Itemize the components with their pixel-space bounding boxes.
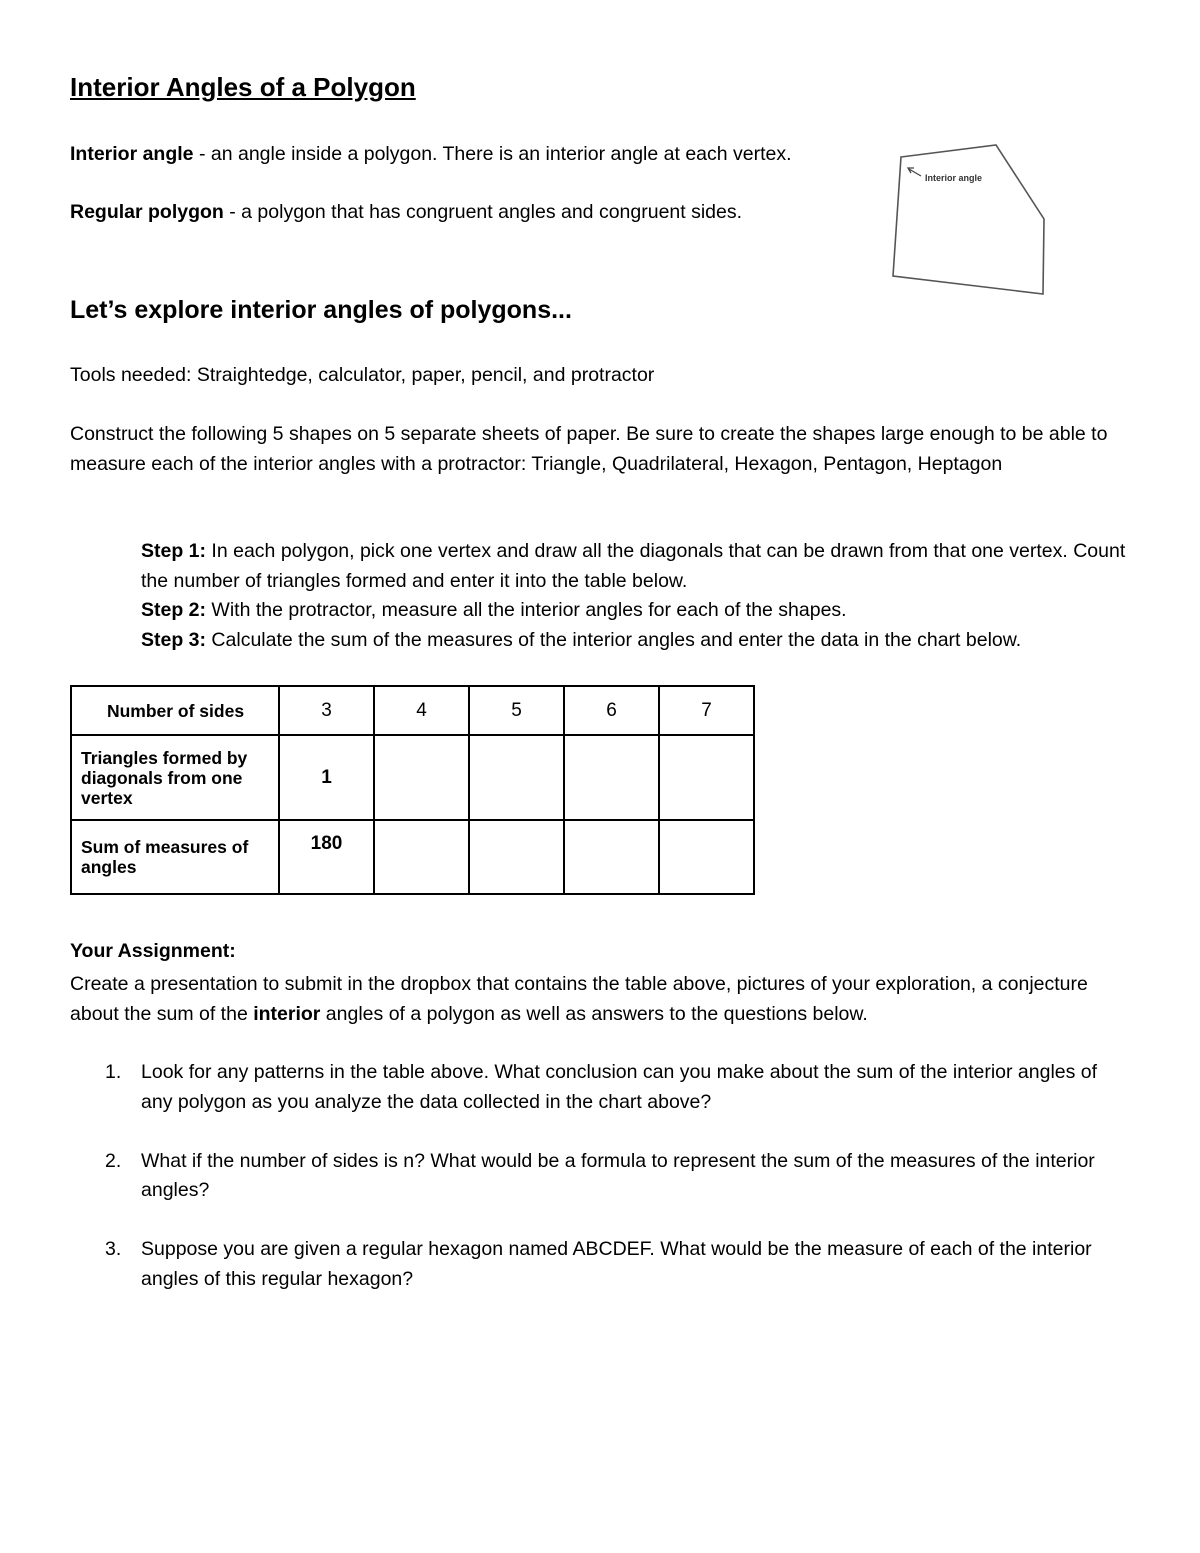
step-label: Step 2: bbox=[141, 599, 207, 621]
figure-label: Interior angle bbox=[925, 173, 983, 183]
sides-cell: 3 bbox=[279, 686, 374, 735]
assignment-text-start: Create a presentation to submit in the dropbox that contains the table above, pictures of your exploration, a conjecture about the sum of the bbox=[70, 973, 1088, 1025]
section-subtitle: Let’s explore interior angles of polygons... bbox=[70, 296, 572, 324]
polygon-figure bbox=[888, 140, 1054, 302]
definition-term: Regular polygon bbox=[70, 201, 224, 223]
table-row-sums bbox=[71, 820, 754, 894]
sum-cell bbox=[659, 820, 754, 894]
polygon-outline bbox=[893, 145, 1044, 294]
assignment-text bbox=[70, 970, 1130, 1029]
row-header: Triangles formed by diagonals from one vertex bbox=[71, 735, 279, 820]
question-number: 2. bbox=[105, 1149, 122, 1172]
question-number: 1. bbox=[105, 1061, 122, 1083]
sides-cell: 5 bbox=[469, 686, 564, 735]
step-3 bbox=[141, 626, 1141, 656]
definition-text: - an angle inside a polygon. There is an interior angle at each vertex. bbox=[193, 143, 792, 165]
sides-cell: 6 bbox=[564, 686, 659, 735]
question-item bbox=[100, 1058, 1120, 1117]
question-item bbox=[100, 1147, 1120, 1206]
step-label: Step 3: bbox=[141, 628, 207, 651]
triangles-cell bbox=[659, 735, 754, 820]
step-2 bbox=[141, 596, 1141, 626]
step-text: With the protractor, measure all the interior angles for each of the shapes. bbox=[206, 599, 847, 621]
definition-interior-angle bbox=[70, 139, 792, 169]
question-text: Suppose you are given a regular hexagon named ABCDEF. What would be the measure of each of the interior angles of this regular hexagon? bbox=[141, 1238, 1092, 1290]
sum-cell bbox=[564, 820, 659, 894]
sum-cell bbox=[374, 820, 469, 894]
question-text: Look for any patterns in the table above. What conclusion can you make about the sum of the interior angles of any polygon as you analyze the data collected in the chart above? bbox=[141, 1061, 1098, 1113]
row-header: Number of sides bbox=[71, 686, 279, 735]
question-item bbox=[100, 1235, 1120, 1294]
assignment-text-end: angles of a polygon as well as answers to the questions below. bbox=[320, 1002, 868, 1025]
sum-cell: 180 bbox=[279, 820, 374, 894]
triangles-cell bbox=[374, 735, 469, 820]
step-text: Calculate the sum of the measures of the interior angles and enter the data in the chart below. bbox=[206, 628, 1022, 651]
sides-cell: 4 bbox=[374, 686, 469, 735]
tools-needed: Tools needed: Straightedge, calculator, paper, pencil, and protractor bbox=[70, 364, 655, 386]
sides-cell: 7 bbox=[659, 686, 754, 735]
definition-regular-polygon bbox=[70, 197, 742, 227]
assignment-emphasis: interior bbox=[253, 1002, 321, 1025]
definition-term: Interior angle bbox=[70, 143, 194, 165]
table-row-triangles bbox=[71, 735, 754, 820]
triangles-cell: 1 bbox=[279, 735, 374, 820]
assignment-heading: Your Assignment: bbox=[70, 940, 236, 962]
construction-instructions: Construct the following 5 shapes on 5 separate sheets of paper. Be sure to create the shapes large enough to be able to measure each of the interior angles with a protractor: Triangle, Quadrilateral, Hexagon, Pentagon, Heptagon bbox=[70, 423, 1108, 475]
triangles-cell bbox=[469, 735, 564, 820]
triangles-cell bbox=[564, 735, 659, 820]
polygon-data-table bbox=[70, 685, 755, 895]
step-1 bbox=[141, 537, 1141, 596]
row-header: Sum of measures of angles bbox=[71, 820, 279, 894]
steps-list bbox=[141, 537, 1141, 655]
table-row-sides bbox=[71, 686, 754, 735]
sum-cell bbox=[469, 820, 564, 894]
question-text: What if the number of sides is n? What would be a formula to represent the sum of the measures of the interior angles? bbox=[141, 1149, 1095, 1201]
definition-text: - a polygon that has congruent angles and congruent sides. bbox=[223, 201, 743, 223]
question-number: 3. bbox=[105, 1238, 122, 1260]
page-title: Interior Angles of a Polygon bbox=[70, 72, 416, 102]
step-text: In each polygon, pick one vertex and draw all the diagonals that can be drawn from that one vertex. Count the number of triangles formed and enter it into the table below. bbox=[141, 540, 1126, 592]
questions-list bbox=[100, 1058, 1120, 1324]
step-label: Step 1: bbox=[141, 540, 207, 562]
